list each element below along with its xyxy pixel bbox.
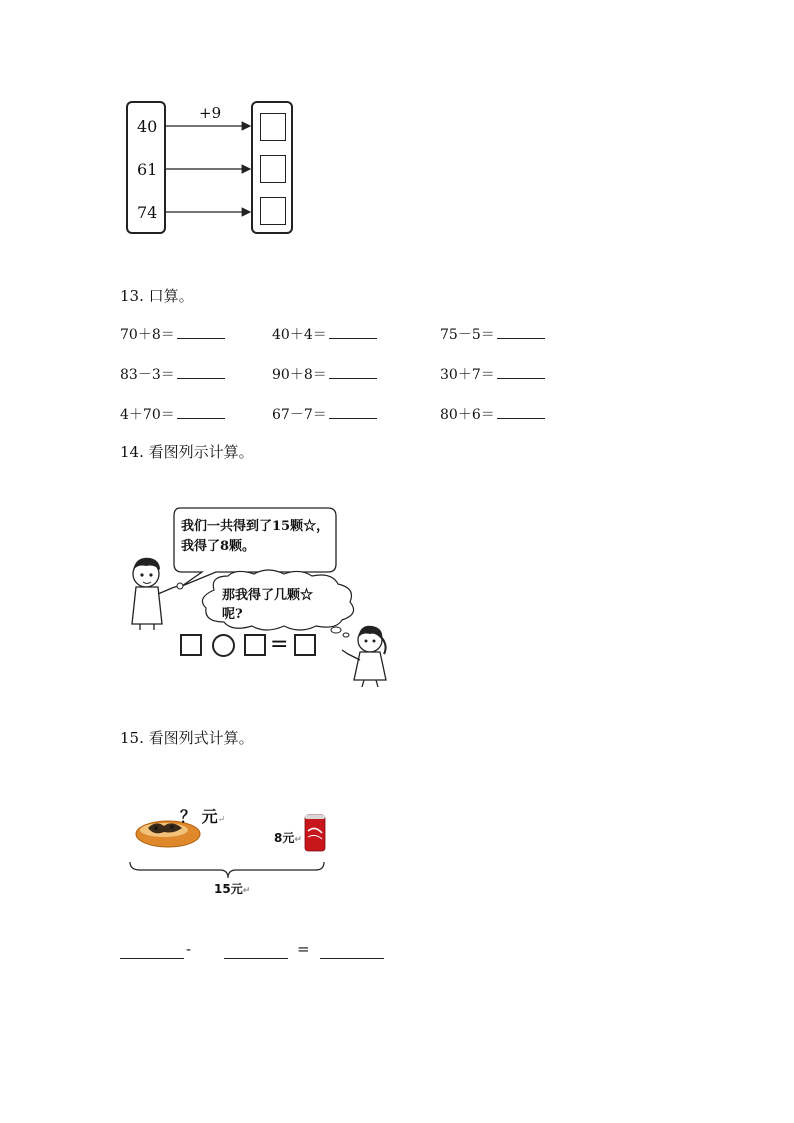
question-14-title: 14. 看图列示计算。 <box>120 443 254 461</box>
equation-square-2[interactable] <box>244 634 266 656</box>
calc-item: 90＋8＝ <box>272 364 377 384</box>
minus-sign: - <box>186 940 192 958</box>
boy-speech-line-2: 我得了8颗。 <box>181 539 256 554</box>
answer-blank-2[interactable] <box>224 958 288 959</box>
equation-operator-circle[interactable] <box>212 634 235 657</box>
answer-blank[interactable] <box>177 404 225 419</box>
cola-can-illustration <box>302 813 328 853</box>
cola-price-label: 8元↵ <box>274 831 302 845</box>
answer-blank[interactable] <box>177 324 225 339</box>
calc-item: 40＋4＝ <box>272 324 377 344</box>
input-number-2: 61 <box>137 160 158 179</box>
calc-item: 83－3＝ <box>120 364 225 384</box>
question-13-title: 13. 口算。 <box>120 287 194 305</box>
operation-label: +9 <box>199 104 222 122</box>
girl-thought-line-1: 那我得了几颗☆ <box>222 588 314 603</box>
answer-blank[interactable] <box>329 364 377 379</box>
answer-blank[interactable] <box>497 404 545 419</box>
boy-illustration <box>120 552 188 630</box>
calc-item: 4＋70＝ <box>120 404 225 424</box>
answer-square-2[interactable] <box>260 155 286 183</box>
equation-square-3[interactable] <box>294 634 316 656</box>
boy-speech-line-1: 我们一共得到了15颗☆， <box>181 519 330 534</box>
bread-price-label: ？ 元↵ <box>180 807 226 826</box>
answer-blank[interactable] <box>497 364 545 379</box>
calc-item: 30＋7＝ <box>440 364 545 384</box>
answer-blank-3[interactable] <box>320 958 384 959</box>
answer-blank[interactable] <box>497 324 545 339</box>
girl-illustration <box>340 620 396 688</box>
calc-item: 67－7＝ <box>272 404 377 424</box>
total-price-label: 15元↵ <box>214 882 251 896</box>
answer-square-3[interactable] <box>260 197 286 225</box>
answer-blank[interactable] <box>329 324 377 339</box>
calc-item: 80＋6＝ <box>440 404 545 424</box>
girl-thought-line-2: 呢? <box>222 607 243 622</box>
equals-sign-q15: = <box>297 940 310 958</box>
answer-blank-1[interactable] <box>120 958 184 959</box>
answer-blank[interactable] <box>329 404 377 419</box>
input-number-1: 40 <box>137 117 158 136</box>
answer-blank[interactable] <box>177 364 225 379</box>
mapping-arrows <box>166 115 254 225</box>
input-number-3: 74 <box>137 203 158 222</box>
equals-sign: = <box>270 632 289 657</box>
total-brace <box>128 858 328 880</box>
calc-item: 75－5＝ <box>440 324 545 344</box>
output-box <box>251 101 293 234</box>
question-15-title: 15. 看图列式计算。 <box>120 729 254 747</box>
equation-square-1[interactable] <box>180 634 202 656</box>
calc-item: 70＋8＝ <box>120 324 225 344</box>
answer-square-1[interactable] <box>260 113 286 141</box>
